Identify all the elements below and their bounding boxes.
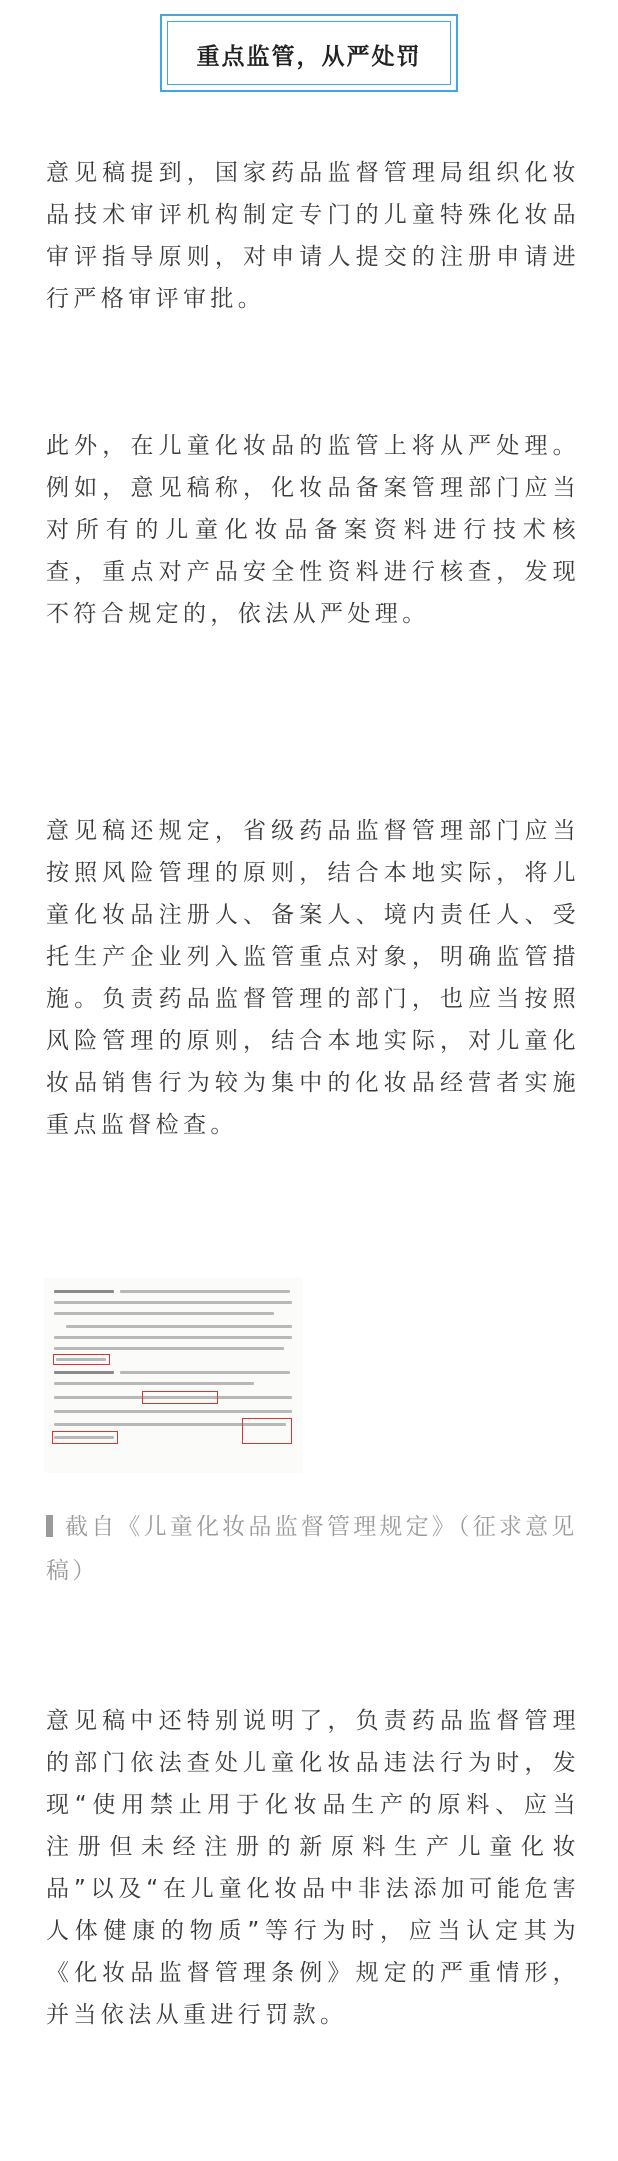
caption-bar-icon — [46, 1515, 53, 1537]
section-title: 重点监管，从严处罚 — [196, 44, 422, 70]
paragraph-strict-handling: 此外，在儿童化妆品的监管上将从严处理。例如，意见稿称，化妆品备案管理部门应当对所有的儿童化妆品备案资料进行技术核查，重点对产品安全性资料进行核查，发现不符合规定的，依法从严处理。 — [46, 433, 580, 627]
doc-line — [66, 1325, 292, 1328]
doc-line — [54, 1290, 114, 1293]
caption-text: 截自《儿童化妆品监督管理规定》（征求意见稿） — [46, 1514, 578, 1584]
highlight-box — [52, 1431, 118, 1444]
highlight-box — [242, 1418, 292, 1444]
highlight-box — [142, 1391, 218, 1404]
title-bottom-border — [160, 90, 458, 92]
section-title-box — [160, 14, 458, 92]
doc-line — [54, 1336, 292, 1339]
doc-line — [120, 1290, 290, 1293]
paragraph-review-guidelines: 意见稿提到，国家药品监督管理局组织化妆品技术审评机构制定专门的儿童特殊化妆品审评指导原则，对申请人提交的注册申请进行严格审评审批。 — [46, 160, 580, 312]
doc-line — [54, 1301, 292, 1304]
doc-line — [54, 1371, 114, 1374]
highlight-box — [53, 1354, 110, 1365]
doc-line — [54, 1312, 274, 1315]
title-top-border — [160, 14, 458, 16]
figure-caption — [46, 1505, 586, 1593]
doc-line — [54, 1382, 254, 1385]
paragraph-risk-management: 意见稿还规定，省级药品监督管理部门应当按照风险管理的原则，结合本地实际，将儿童化妆品注册人、备案人、境内责任人、受托生产企业列入监管重点对象，明确监管措施。负责药品监督管理的部门，也应当按照风险管理的原则，结合本地实际，对儿童化妆品销售行为较为集中的化妆品经营者实施重点监督检查。 — [46, 818, 580, 1138]
regulation-document-image — [44, 1278, 302, 1473]
doc-line — [54, 1347, 284, 1350]
doc-line — [120, 1371, 290, 1374]
doc-line — [54, 1410, 292, 1413]
paragraph-severe-penalty: 意见稿中还特别说明了，负责药品监督管理的部门依法查处儿童化妆品违法行为时，发现“使用禁止用于化妆品生产的原料、应当注册但未经注册的新原料生产儿童化妆品”以及“在儿童化妆品中非法添加可能危害人体健康的物质”等行为时，应当认定其为《化妆品监督管理条例》规定的严重情形，并当依法从重进行罚款。 — [46, 1708, 580, 2028]
